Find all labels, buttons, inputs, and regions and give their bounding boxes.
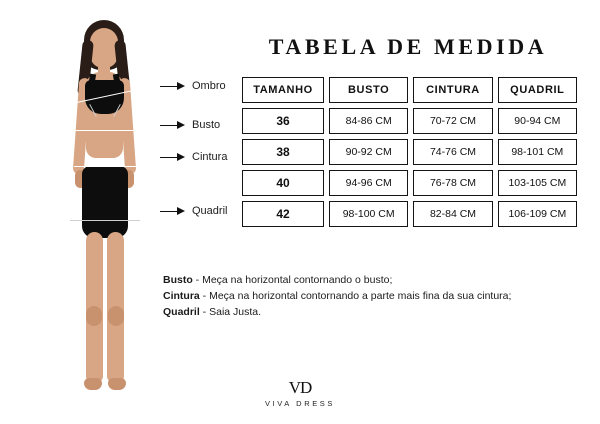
bust-guide-line <box>72 130 140 131</box>
table-header-row <box>242 77 577 103</box>
right-knee-shape <box>108 306 124 326</box>
shorts-gap <box>28 6 34 26</box>
callout-cintura <box>160 151 227 163</box>
callout-label: Quadril <box>192 205 228 217</box>
cell-busto: 98-100 CM <box>329 201 408 227</box>
cell-cintura: 70-72 CM <box>413 108 492 134</box>
hip-guide-line <box>70 220 140 221</box>
table-row <box>242 108 577 134</box>
column-header-quadril: QUADRIL <box>498 77 577 103</box>
callout-quadril <box>160 205 227 217</box>
cell-cintura: 74-76 CM <box>413 139 492 165</box>
cell-size: 42 <box>242 201 324 227</box>
callout-label: Cintura <box>192 151 228 163</box>
brand-logo <box>0 378 600 408</box>
callout-ombro <box>160 80 226 92</box>
note-term: Busto <box>163 274 193 286</box>
model-figure-illustration <box>28 6 178 418</box>
size-table <box>237 72 582 232</box>
measurement-instructions <box>163 272 583 320</box>
logo-wordmark: VIVA DRESS <box>264 399 336 408</box>
arrow-right-icon <box>160 121 186 130</box>
column-header-busto: BUSTO <box>329 77 408 103</box>
callout-label: Busto <box>192 119 221 131</box>
column-header-tamanho: TAMANHO <box>242 77 324 103</box>
cell-busto: 94-96 CM <box>329 170 408 196</box>
arrow-right-icon <box>160 82 186 91</box>
cell-busto: 90-92 CM <box>329 139 408 165</box>
arrow-right-icon <box>160 153 186 162</box>
callout-busto <box>160 119 220 131</box>
note-quadril <box>163 304 583 320</box>
table-row <box>242 170 577 196</box>
cell-cintura: 82-84 CM <box>413 201 492 227</box>
cell-size: 40 <box>242 170 324 196</box>
column-header-cintura: CINTURA <box>413 77 492 103</box>
cell-quadril: 103-105 CM <box>498 170 577 196</box>
cell-quadril: 106-109 CM <box>498 201 577 227</box>
table-row <box>242 201 577 227</box>
waist-guide-line <box>74 166 136 167</box>
callout-label: Ombro <box>192 80 226 92</box>
shorts-garment-shape <box>82 166 128 238</box>
table-row <box>242 139 577 165</box>
logo-monogram: VD <box>288 378 312 397</box>
cell-size: 36 <box>242 108 324 134</box>
cell-quadril: 90-94 CM <box>498 108 577 134</box>
arrow-right-icon <box>160 207 186 216</box>
note-busto <box>163 272 583 288</box>
note-text: - Meça na horizontal contornando o busto; <box>192 274 393 286</box>
cell-busto: 84-86 CM <box>329 108 408 134</box>
cell-quadril: 98-101 CM <box>498 139 577 165</box>
note-text: - Saia Justa. <box>199 306 262 318</box>
cell-size: 38 <box>242 139 324 165</box>
note-text: - Meça na horizontal contornando a parte mais fina da sua cintura; <box>199 290 512 302</box>
note-cintura <box>163 288 583 304</box>
note-term: Quadril <box>163 306 200 318</box>
model-photo <box>28 6 178 418</box>
cell-cintura: 76-78 CM <box>413 170 492 196</box>
page-title: TABELA DE MEDIDA <box>268 34 548 59</box>
note-term: Cintura <box>163 290 200 302</box>
left-knee-shape <box>86 306 102 326</box>
